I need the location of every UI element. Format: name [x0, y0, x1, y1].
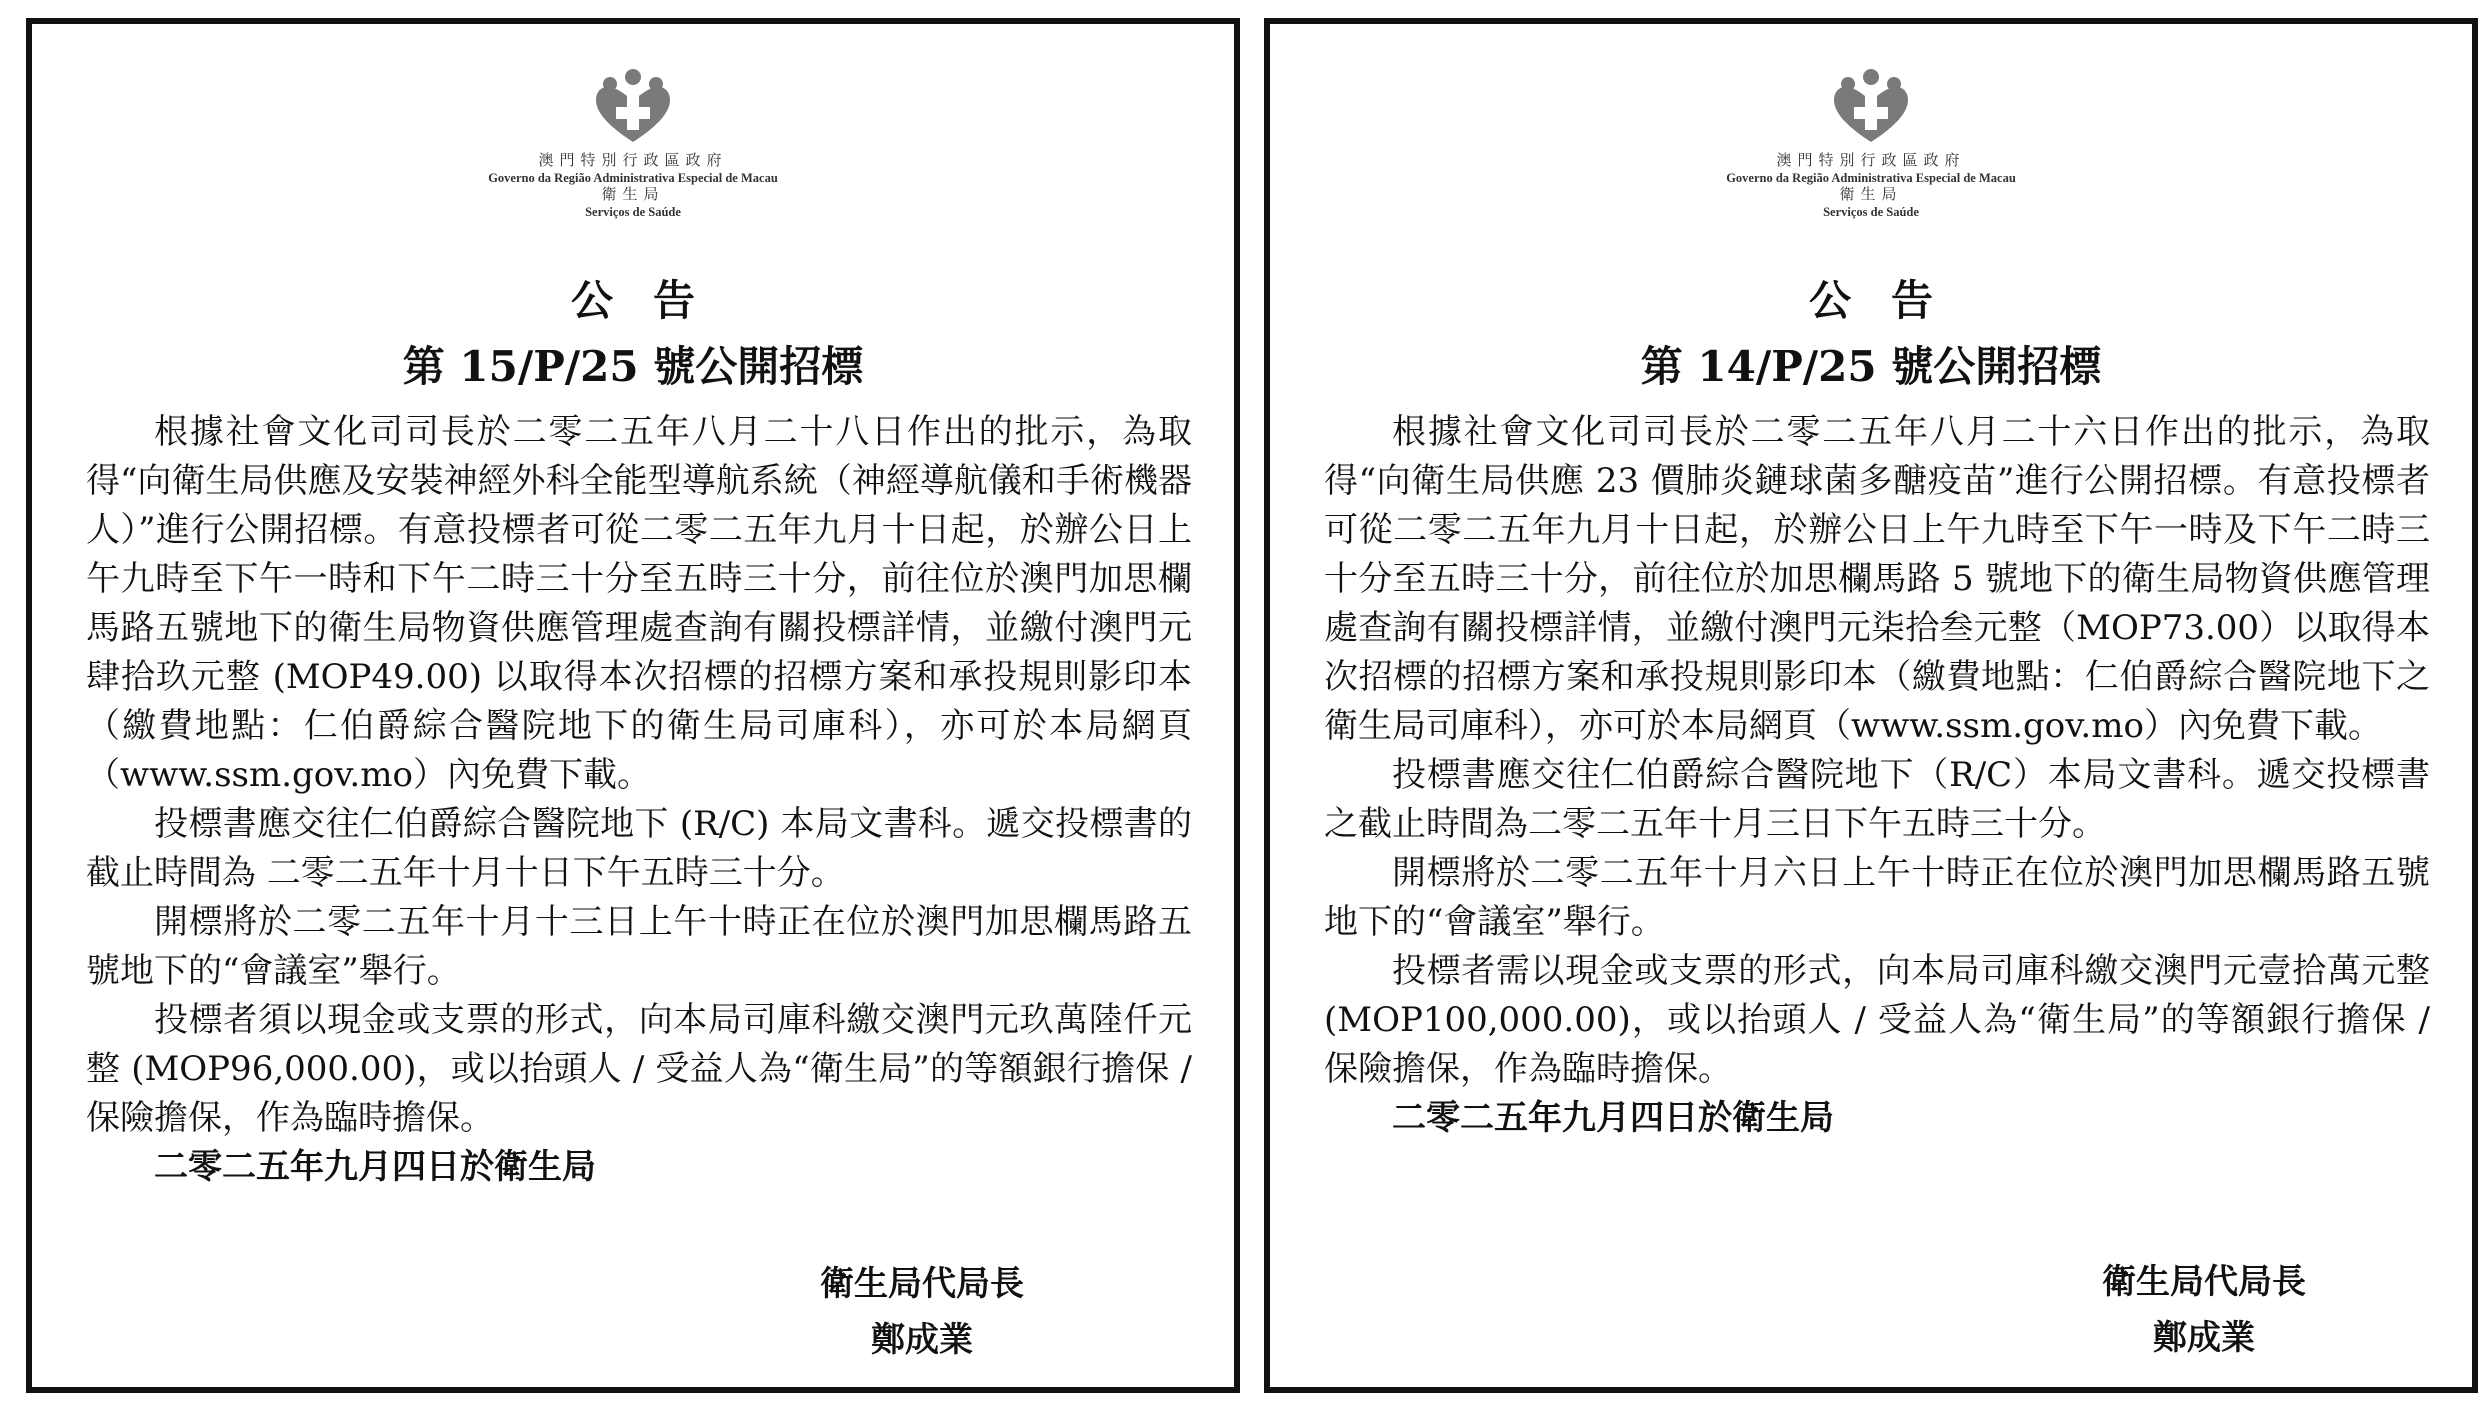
notice-body	[1324, 408, 2430, 1143]
signatory-name: 鄭成業	[2153, 1318, 2255, 1358]
paragraph-opening: 開標將於二零二五年十月十三日上午十時正在位於澳門加思欄馬路五號地下的“會議室”舉行。	[86, 902, 1192, 991]
dept-name-zh: 衛生局	[601, 187, 665, 204]
paragraph-submission: 投標書應交往仁伯爵綜合醫院地下（R/C）本局文書科。遞交投標書之截止時間為二零二五年十月三日下午五時三十分。	[1324, 755, 2430, 844]
paragraph-submission: 投標書應交往仁伯爵綜合醫院地下 (R/C) 本局文書科。遞交投標書的截止時間為 二零二五年十月十日下午五時三十分。	[86, 804, 1192, 893]
signatory-name: 鄭成業	[871, 1320, 973, 1360]
tender-notice-15-p-25	[26, 18, 1240, 1393]
dateline: 二零二五年九月四日於衛生局	[1392, 1098, 1834, 1138]
tender-notice-14-p-25	[1264, 18, 2478, 1393]
org-name-zh: 澳門特別行政區政府	[1776, 153, 1966, 169]
health-services-cross-heart-icon	[588, 68, 678, 144]
dept-name-pt: Serviços de Saúde	[1823, 205, 1919, 220]
letterhead	[32, 68, 1234, 221]
paragraph-announcement: 根據社會文化司司長於二零二五年八月二十八日作出的批示，為取得“向衛生局供應及安裝神經外科全能型導航系統（神經導航儀和手術機器人）”進行公開招標。有意投標者可從二零二五年九月十日起，於辦公日上午九時至下午一時和下午二時三十分至五時三十分，前往位於澳門加思欄馬路五號地下的衛生局物資供應管理處查詢有關投標詳情，並繳付澳門元肆拾玖元整 (MOP49.00) 以取得本次招標的招標方案和承投規則影印本（繳費地點：仁伯爵綜合醫院地下的衛生局司庫科），亦可於本局網頁（www.ssm.gov.mo）內免費下載。	[86, 412, 1192, 795]
signature-block	[2102, 1254, 2306, 1366]
dept-name-zh: 衛生局	[1839, 187, 1903, 204]
paragraph-guarantee: 投標者須以現金或支票的形式，向本局司庫科繳交澳門元玖萬陸仟元整 (MOP96,000.00)，或以抬頭人 / 受益人為“衛生局”的等額銀行擔保 / 保險擔保，作為臨時擔保。	[86, 1000, 1192, 1138]
org-name-zh: 澳門特別行政區政府	[538, 153, 728, 169]
letterhead	[1270, 68, 2472, 221]
signatory-title: 衛生局代局長	[2102, 1262, 2306, 1302]
notice-heading: 公告	[1808, 276, 1973, 325]
paragraph-announcement: 根據社會文化司司長於二零二五年八月二十六日作出的批示，為取得“向衛生局供應 23 價肺炎鏈球菌多醣疫苗”進行公開招標。有意投標者可從二零二五年九月十日起，於辦公日上午九時至下午一時及下午二時三十分至五時三十分，前往位於加思欄馬路 5 號地下的衛生局物資供應管理處查詢有關投標詳情，並繳付澳門元柒拾叁元整（MOP73.00）以取得本次招標的招標方案和承投規則影印本（繳費地點：仁伯爵綜合醫院地下之衛生局司庫科），亦可於本局網頁（www.ssm.gov.mo）內免費下載。	[1324, 412, 2430, 746]
org-name-pt: Governo da Região Administrativa Especial de Macau	[1726, 170, 2016, 185]
notice-body	[86, 408, 1192, 1192]
dateline: 二零二五年九月四日於衛生局	[154, 1147, 596, 1187]
org-name-pt: Governo da Região Administrativa Especial de Macau	[488, 170, 778, 185]
dept-name-pt: Serviços de Saúde	[585, 205, 681, 220]
paragraph-opening: 開標將於二零二五年十月六日上午十時正在位於澳門加思欄馬路五號地下的“會議室”舉行。	[1324, 853, 2430, 942]
signature-block	[820, 1256, 1024, 1368]
notice-heading: 公告	[570, 276, 735, 325]
tender-title: 第 15/P/25 號公開招標	[402, 342, 864, 391]
signatory-title: 衛生局代局長	[820, 1264, 1024, 1304]
paragraph-guarantee: 投標者需以現金或支票的形式，向本局司庫科繳交澳門元壹拾萬元整 (MOP100,000.00)，或以抬頭人 / 受益人為“衛生局”的等額銀行擔保 / 保險擔保，作為臨時擔保。	[1324, 951, 2430, 1089]
health-services-cross-heart-icon	[1826, 68, 1916, 144]
tender-title: 第 14/P/25 號公開招標	[1640, 342, 2102, 391]
